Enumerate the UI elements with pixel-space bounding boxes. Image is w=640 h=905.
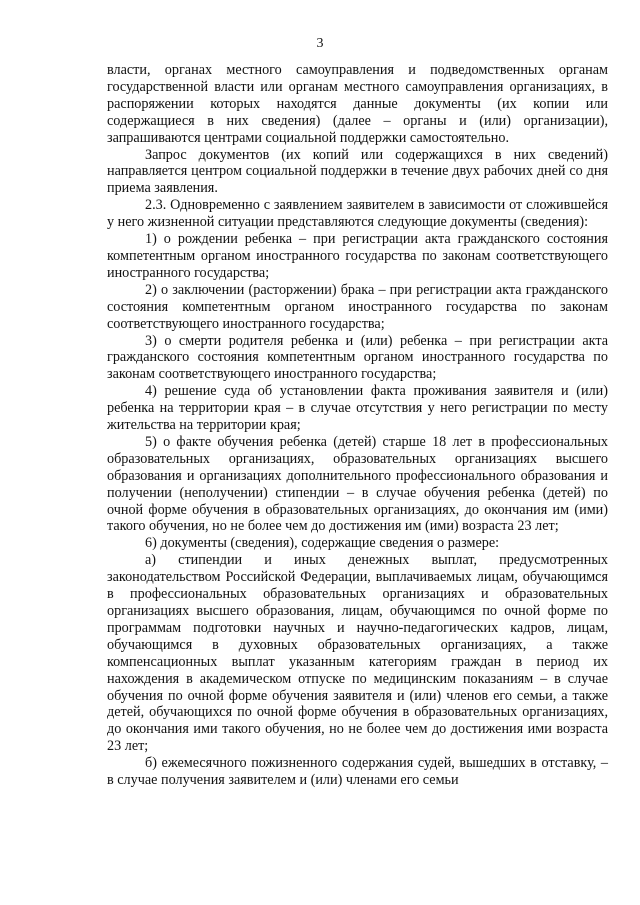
paragraph-continuation: власти, органах местного самоуправления и подведомственных органам государственной власти или органам местного самоуправления организациях, в распоряжении которых находятся данные документы (их копии или содержащиеся в них сведения) (далее – органы и (или) организации), запрашиваются центрами социальной поддержки самостоятельно. bbox=[107, 62, 608, 146]
list-item-2-marriage: 2) о заключении (расторжении) брака – при регистрации акта гражданского состояния компетентным органом иностранного государства по законам соответствующего иностранного государства; bbox=[107, 281, 608, 332]
list-item-1-birth: 1) о рождении ребенка – при регистрации акта гражданского состояния компетентным органом иностранного государства по законам соответствующего иностранного государства; bbox=[107, 231, 608, 281]
list-item-3-death: 3) о смерти родителя ребенка и (или) ребенка – при регистрации акта гражданского состояния компетентным органом иностранного государства по законам соответствующего иностранного государства; bbox=[107, 332, 608, 383]
paragraph-section-2-3: 2.3. Одновременно с заявлением заявителем в зависимости от сложившейся у него жизненной ситуации представляются следующие документы (сведения): bbox=[107, 197, 608, 231]
paragraph-request-documents: Запрос документов (их копий или содержащихся в них сведений) направляется центром социальной поддержки в течение двух рабочих дней со дня приема заявления. bbox=[107, 146, 608, 197]
list-item-4-court-decision: 4) решение суда об установлении факта проживания заявителя и (или) ребенка на территории края – в случае отсутствия у него регистрации по месту жительства на территории края; bbox=[107, 383, 608, 434]
page-number: 3 bbox=[316, 36, 324, 51]
sub-item-b-judges: б) ежемесячного пожизненного содержания судей, вышедших в отставку, – в случае получения заявителем и (или) членами его семьи bbox=[107, 755, 608, 789]
sub-item-a-stipend: а) стипендии и иных денежных выплат, предусмотренных законодательством Российской Федерации, выплачиваемых лицам, обучающимся в профессиональных образовательных организациях и образовательных организациях высшего образования, лицам, обучающимся по очной форме по программам подготовки научных и научно-педагогических кадров, лицам, обучающимся в духовных образовательных организациях, а также компенсационных выплат указанным категориям граждан в период их нахождения в академическом отпуске по медицинским показаниям – в случае обучения по очной форме обучения заявителя и (или) членов его семьи, а также детей, обучающихся по очной форме обучения в образовательных организациях, до окончания ими такого обучения, но не более чем до достижения ими возраста 23 лет; bbox=[107, 552, 608, 755]
document-body bbox=[107, 62, 608, 789]
list-item-6-documents: 6) документы (сведения), содержащие сведения о размере: bbox=[145, 535, 500, 552]
list-item-5-education: 5) о факте обучения ребенка (детей) старше 18 лет в профессиональных образовательных организациях, образовательных организациях высшего образования и организациях дополнительного профессионального образования и получении (неполучении) стипендии – в случае обучения ребенка (детей) по очной форме обучения в образовательных организациях, до окончания им (ими) такого обучения, но не более чем до достижения им (ими) возраста 23 лет; bbox=[107, 433, 608, 535]
